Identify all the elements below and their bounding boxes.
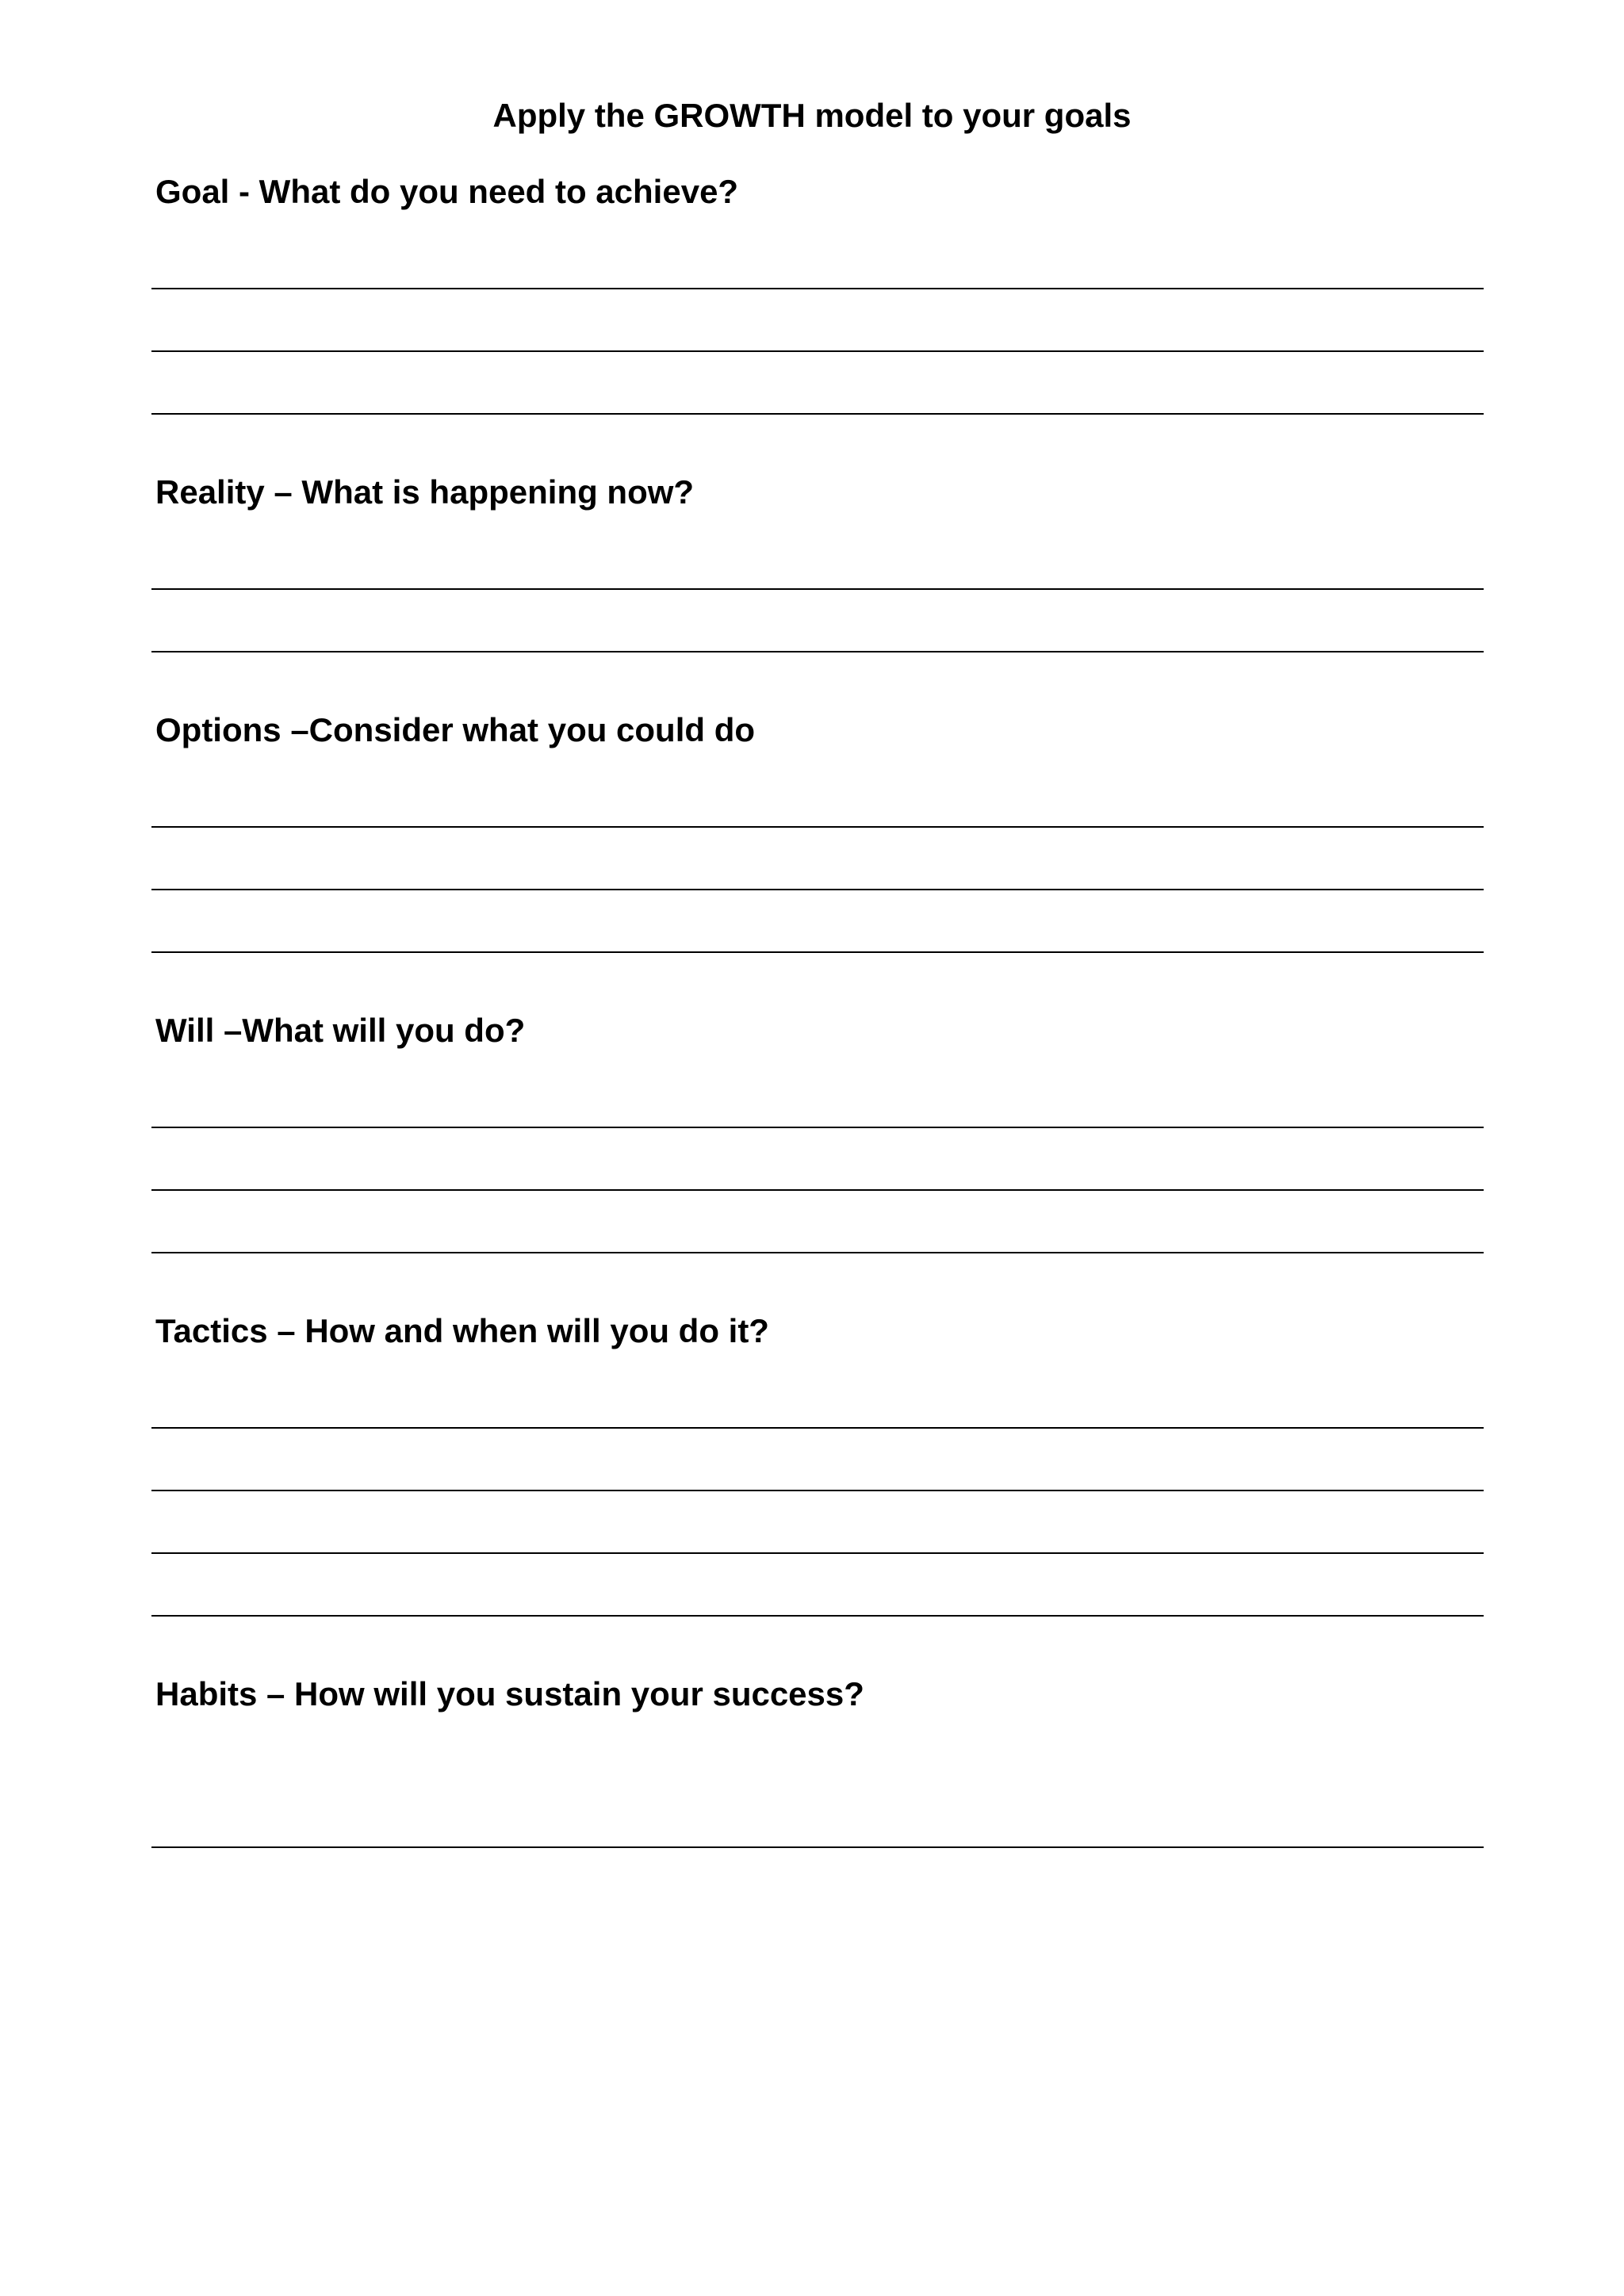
answer-line-tactics-1[interactable] — [151, 1427, 1484, 1429]
answer-line-tactics-2[interactable] — [151, 1490, 1484, 1491]
answer-line-reality-2[interactable] — [151, 651, 1484, 652]
section-heading-tactics: Tactics – How and when will you do it? — [155, 1312, 769, 1349]
answer-line-goal-3[interactable] — [151, 413, 1484, 415]
section-heading-options: Options –Consider what you could do — [155, 711, 756, 748]
answer-line-goal-1[interactable] — [151, 288, 1484, 289]
answer-line-reality-1[interactable] — [151, 588, 1484, 590]
answer-line-tactics-4[interactable] — [151, 1615, 1484, 1617]
answer-line-options-1[interactable] — [151, 826, 1484, 828]
page-title: Apply the GROWTH model to your goals — [492, 97, 1132, 134]
section-heading-reality: Reality – What is happening now? — [155, 473, 695, 511]
section-heading-habits: Habits – How will you sustain your success? — [155, 1675, 864, 1712]
answer-line-will-2[interactable] — [151, 1189, 1484, 1191]
answer-line-options-2[interactable] — [151, 889, 1484, 890]
section-heading-will: Will –What will you do? — [155, 1012, 526, 1049]
answer-line-habits-1[interactable] — [151, 1846, 1484, 1848]
answer-line-tactics-3[interactable] — [151, 1552, 1484, 1554]
answer-line-will-1[interactable] — [151, 1127, 1484, 1128]
section-heading-goal: Goal - What do you need to achieve? — [155, 173, 739, 210]
answer-line-will-3[interactable] — [151, 1252, 1484, 1253]
answer-line-goal-2[interactable] — [151, 350, 1484, 352]
answer-line-options-3[interactable] — [151, 951, 1484, 953]
